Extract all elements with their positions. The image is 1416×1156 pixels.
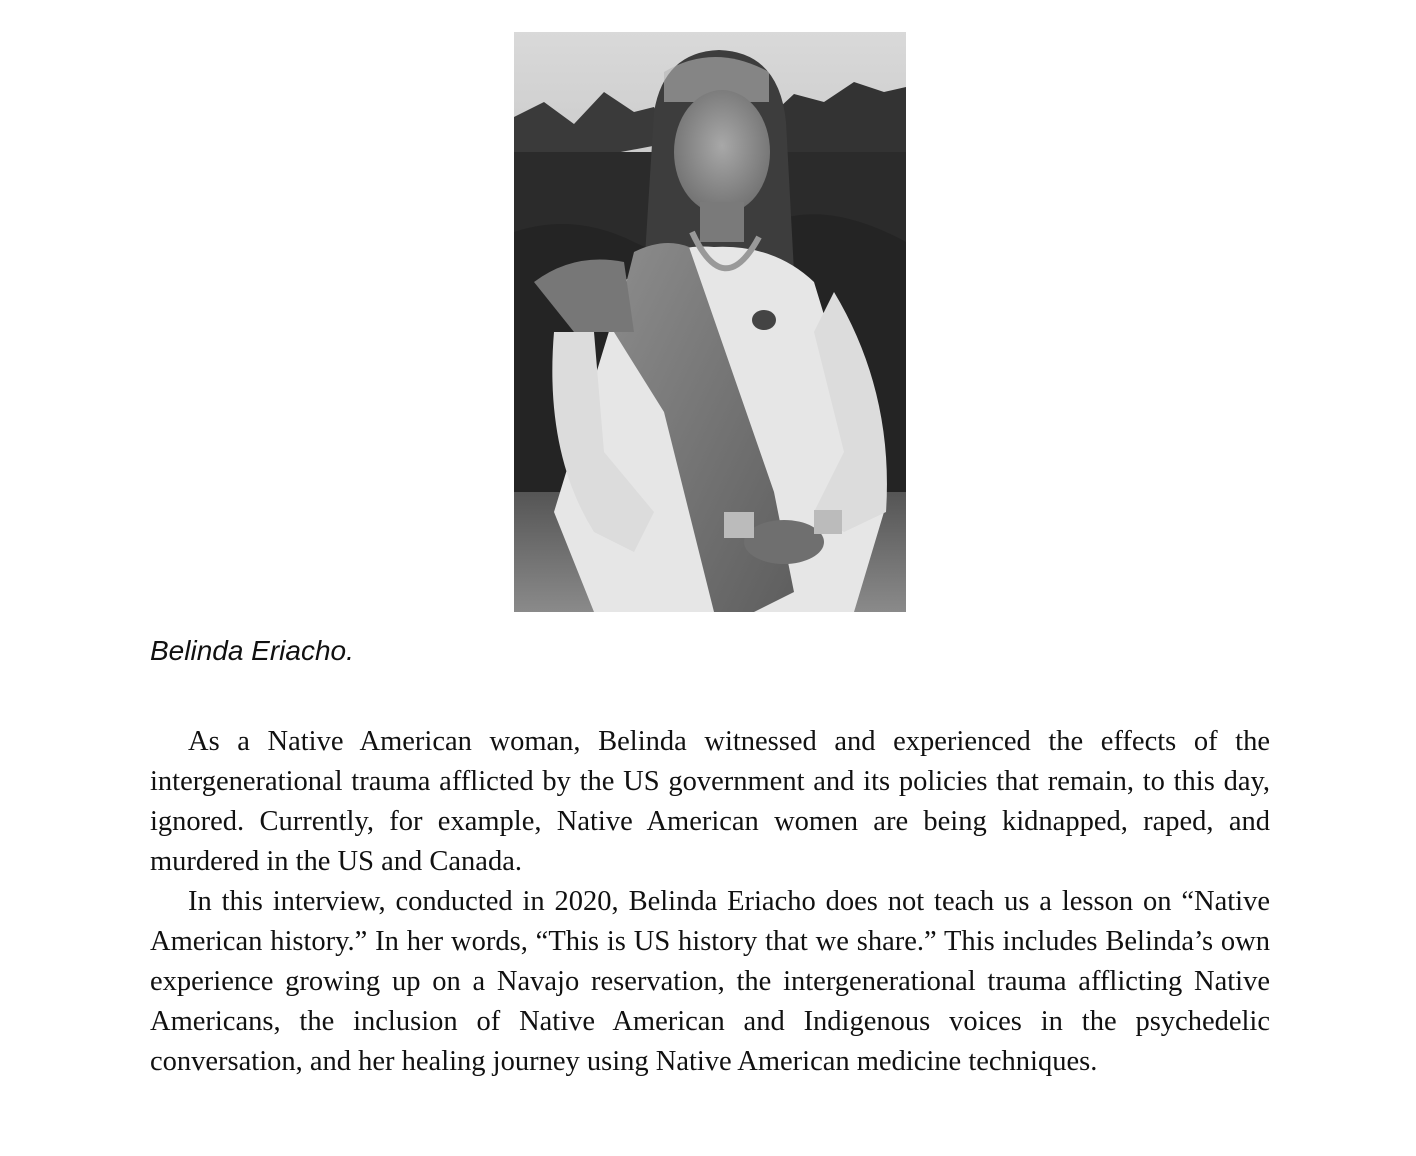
portrait-photo (514, 32, 906, 612)
paragraph: As a Native American woman, Belinda witnessed and experienced the effects of the intergenerational trauma afflicted by the US government and its policies that remain, to this day, ignored. Currently, for example, Native American women are being kidnapped, raped, and murdered in the US and Canada. (150, 726, 1270, 877)
body-text (150, 722, 1270, 1082)
photo-caption: Belinda Eriacho. (150, 635, 354, 666)
portrait-image-icon (514, 32, 906, 612)
paragraph: In this interview, conducted in 2020, Belinda Eriacho does not teach us a lesson on “Native American history.” In her words, “This is US history that we share.” This includes Belinda’s own experience growing up on a Navajo reservation, the intergenerational trauma afflicting Native Americans, the inclusion of Native American and Indigenous voices in the psychedelic conversation, and her healing journey using Native American medicine techniques. (150, 886, 1270, 1077)
